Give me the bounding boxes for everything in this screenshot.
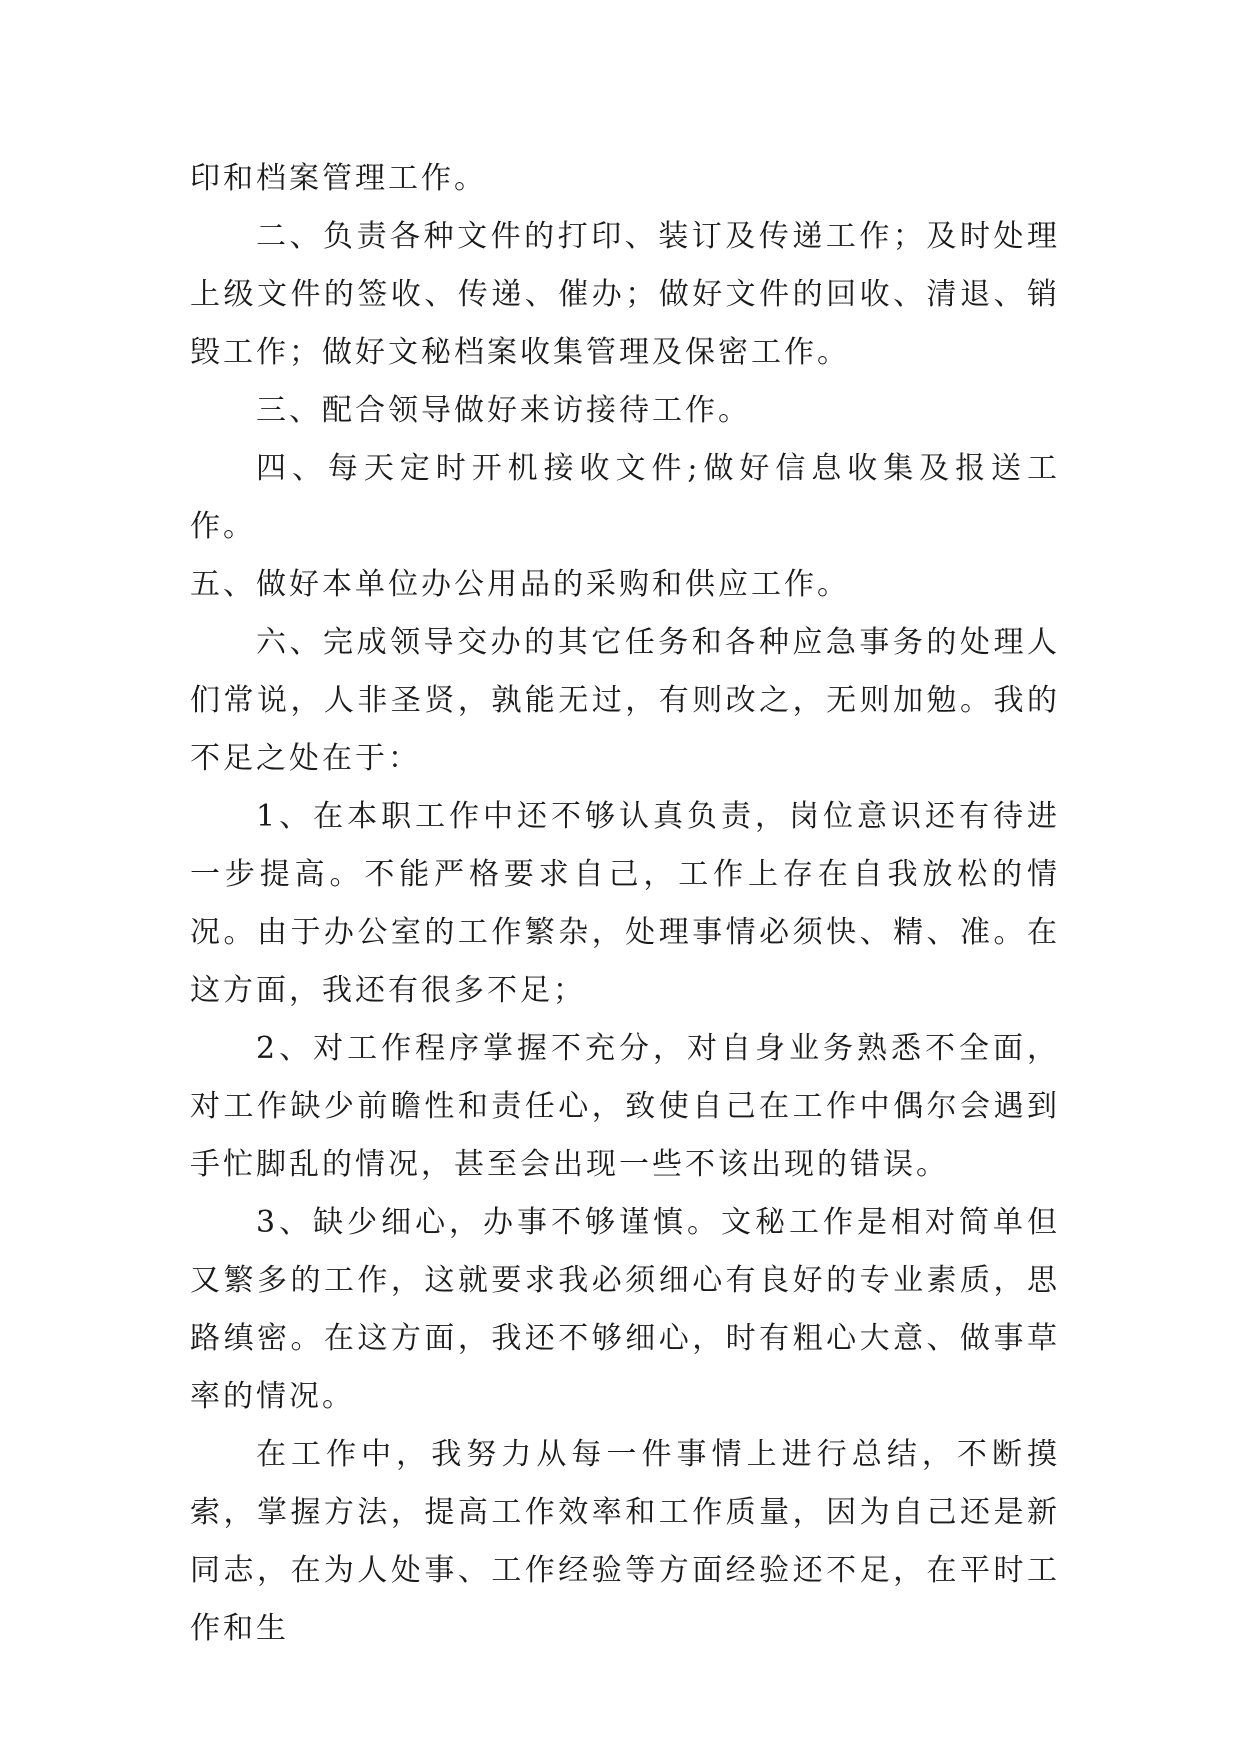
paragraph-8: 2、对工作程序掌握不充分，对自身业务熟悉不全面，对工作缺少前瞻性和责任心，致使自己在工作中偶尔会遇到手忙脚乱的情况，甚至会出现一些不该出现的错误。 bbox=[190, 1031, 1060, 1182]
paragraph-4: 四、每天定时开机接收文件;做好信息收集及报送工作。 bbox=[190, 451, 1060, 544]
paragraph-9: 3、缺少细心，办事不够谨慎。文秘工作是相对简单但又繁多的工作，这就要求我必须细心有良好的专业素质，思路缜密。在这方面，我还不够细心，时有粗心大意、做事草率的情况。 bbox=[190, 1205, 1060, 1414]
paragraph-1: 印和档案管理工作。 bbox=[190, 161, 487, 196]
document-body bbox=[190, 150, 1060, 1658]
paragraph-3: 三、配合领导做好来访接待工作。 bbox=[256, 393, 751, 428]
paragraph-6: 六、完成领导交办的其它任务和各种应急事务的处理人们常说，人非圣贤，孰能无过，有则改之，无则加勉。我的不足之处在于： bbox=[190, 625, 1060, 776]
paragraph-2: 二、负责各种文件的打印、装订及传递工作；及时处理上级文件的签收、传递、催办；做好文件的回收、清退、销毁工作；做好文秘档案收集管理及保密工作。 bbox=[190, 219, 1060, 370]
paragraph-7: 1、在本职工作中还不够认真负责，岗位意识还有待进一步提高。不能严格要求自己，工作上存在自我放松的情况。由于办公室的工作繁杂，处理事情必须快、精、准。在这方面，我还有很多不足； bbox=[190, 799, 1060, 1008]
paragraph-5: 五、做好本单位办公用品的采购和供应工作。 bbox=[190, 567, 850, 602]
paragraph-10: 在工作中，我努力从每一件事情上进行总结，不断摸索，掌握方法，提高工作效率和工作质量，因为自己还是新同志，在为人处事、工作经验等方面经验还不足，在平时工作和生 bbox=[190, 1437, 1060, 1646]
